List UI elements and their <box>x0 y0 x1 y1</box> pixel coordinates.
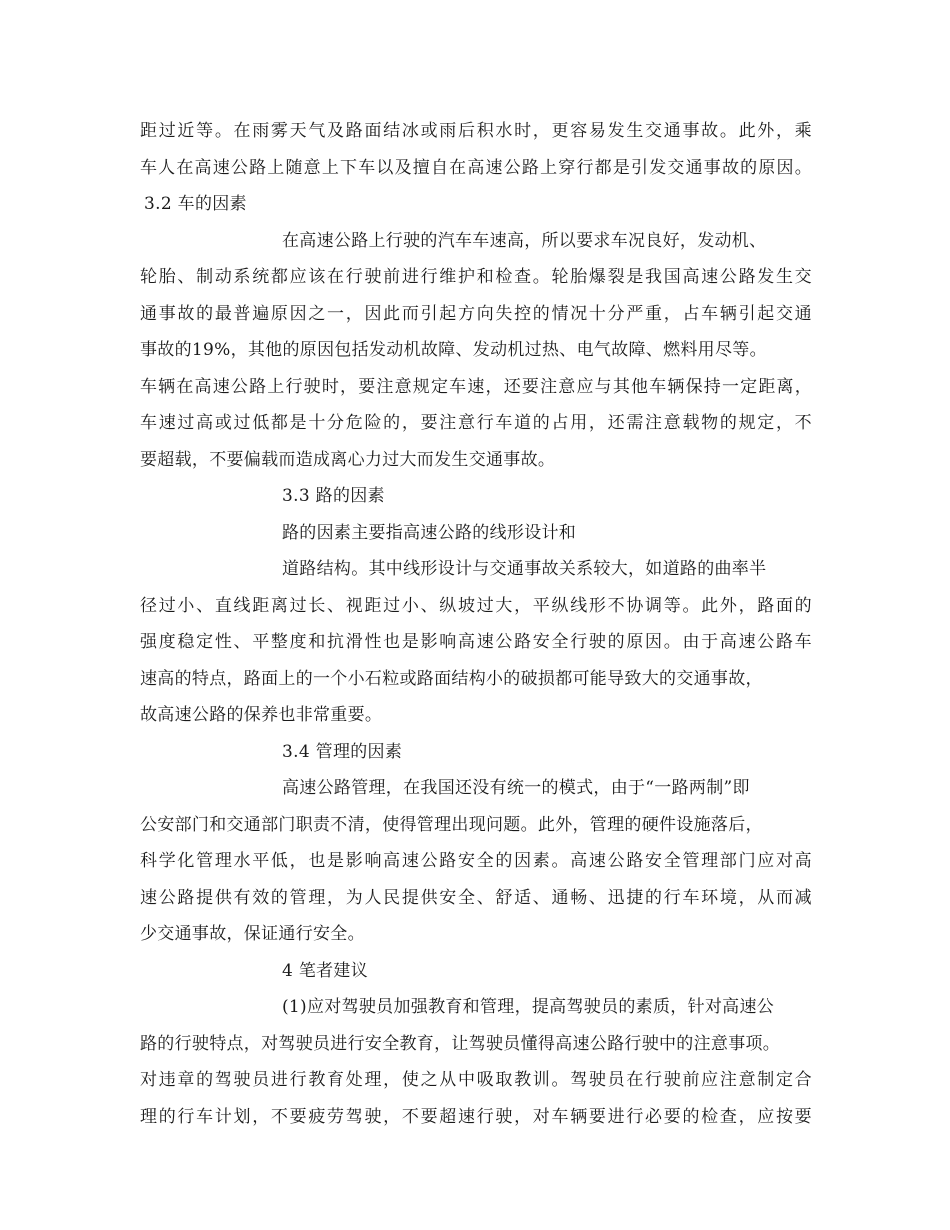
text-line: 轮胎、制动系统都应该在行驶前进行维护和检查。轮胎爆裂是我国高速公路发生交 <box>140 267 812 287</box>
text-line: 高速公路管理，在我国还没有统一的模式，由于“一路两制”即 <box>282 778 750 798</box>
text-line: (1)应对驾驶员加强教育和管理，提高驾驶员的素质，针对高速公 <box>282 997 775 1017</box>
section-heading-3-2: 3.2 车的因素 <box>144 194 247 214</box>
text-line: 对违章的驾驶员进行教育处理，使之从中吸取教训。驾驶员在行驶前应注意制定合 <box>140 1070 812 1090</box>
text-line: 车辆在高速公路上行驶时，要注意规定车速，还要注意应与其他车辆保持一定距离， <box>140 376 812 397</box>
text-line: 公安部门和交通部门职责不清，使得管理出现问题。此外，管理的硬件设施落后， <box>140 814 763 835</box>
text-line: 道路结构。其中线形设计与交通事故关系较大，如道路的曲率半 <box>282 559 767 579</box>
text-line: 速高的特点，路面上的一个小石粒或路面结构小的破损都可能导致大的交通事故， <box>140 668 763 689</box>
section-heading-4: 4 笔者建议 <box>282 960 369 981</box>
text-line: 科学化管理水平低，也是影响高速公路安全的因素。高速公路安全管理部门应对高 <box>140 851 812 871</box>
text-line: 少交通事故，保证通行安全。 <box>140 924 365 944</box>
text-line: 强度稳定性、平整度和抗滑性也是影响高速公路安全行驶的原因。由于高速公路车 <box>140 632 812 652</box>
text-line: 通事故的最普遍原因之一，因此而引起方向失控的情况十分严重，占车辆引起交通 <box>140 303 812 324</box>
text-line: 事故的19%，其他的原因包括发动机故障、发动机过热、电气故障、燃料用尽等。 <box>140 340 767 360</box>
document-page <box>140 113 812 1135</box>
text-line: 路的行驶特点，对驾驶员进行安全教育，让驾驶员懂得高速公路行驶中的注意事项。 <box>140 1033 781 1054</box>
text-line: 理的行车计划，不要疲劳驾驶，不要超速行驶，对车辆要进行必要的检查，应按要 <box>140 1106 812 1127</box>
section-heading-3-4: 3.4 管理的因素 <box>282 741 403 762</box>
text-line: 在高速公路上行驶的汽车车速高，所以要求车况良好，发动机、 <box>282 230 767 251</box>
text-line: 路的因素主要指高速公路的线形设计和 <box>282 522 577 543</box>
section-heading-3-3: 3.3 路的因素 <box>282 486 385 506</box>
text-line: 距过近等。在雨雾天气及路面结冰或雨后积水时，更容易发生交通事故。此外，乘 <box>140 121 812 141</box>
text-line: 车速过高或过低都是十分危险的，要注意行车道的占用，还需注意载物的规定，不 <box>140 413 812 433</box>
text-line: 故高速公路的保养也非常重要。 <box>140 705 383 725</box>
text-line: 要超载，不要偏载而造成离心力过大而发生交通事故。 <box>140 449 556 470</box>
text-line: 车人在高速公路上随意上下车以及擅自在高速公路上穿行都是引发交通事故的原因。 <box>140 157 812 178</box>
text-line: 速公路提供有效的管理，为人民提供安全、舒适、通畅、迅捷的行车环境，从而减 <box>140 887 812 908</box>
text-line: 径过小、直线距离过长、视距过小、纵坡过大，平纵线形不协调等。此外，路面的 <box>140 595 812 616</box>
